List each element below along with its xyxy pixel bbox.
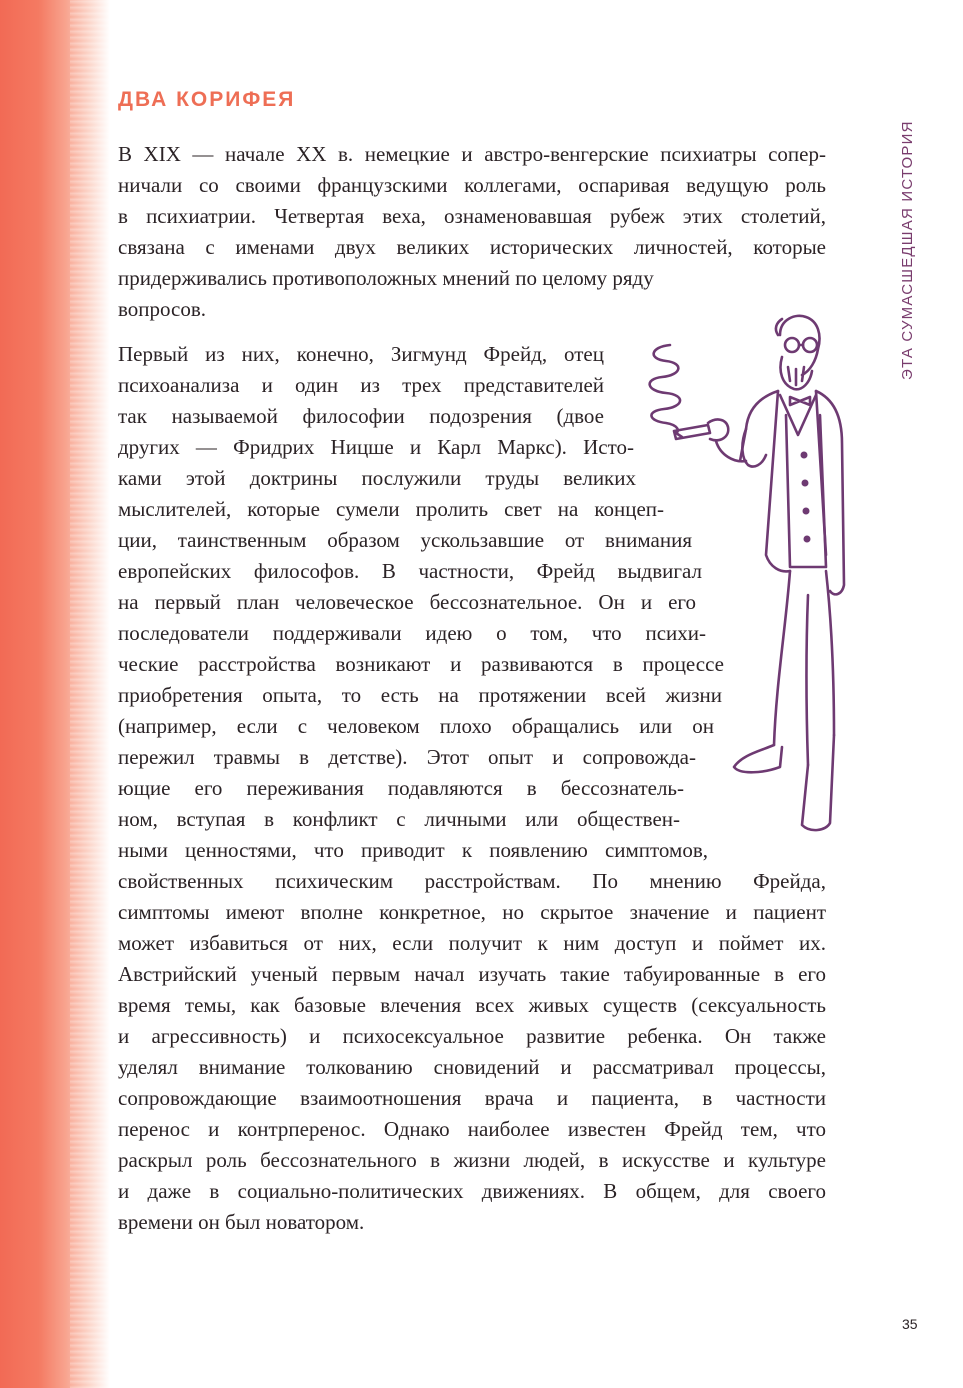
text-line: ции, таинственным образом ускользавшие от внимания [118, 528, 692, 552]
text-line: и даже в социально-политических движениях. В общем, для своего [118, 1179, 826, 1203]
text-line: В XIX — начале XX в. немецкие и австро-венгерские психиатры сопер- [118, 142, 826, 166]
text-line: ческие расстройства возникают и развиваются в процессе [118, 652, 724, 676]
text-line: связана с именами двух великих исторических личностей, которые [118, 235, 826, 259]
text-line: ками этой доктрины послужили труды великих [118, 466, 636, 490]
text-line: пережил травмы в детстве). Этот опыт и сопровожда- [118, 745, 696, 769]
bow-tie-icon [790, 397, 810, 405]
text-line: сопровождающие взаимоотношения врача и пациента, в частности [118, 1086, 826, 1110]
text-line: придерживались противоположных мнений по целому ряду [118, 266, 654, 290]
text-line: мыслителей, которые сумели пролить свет на концеп- [118, 497, 664, 521]
text-line: (например, если с человеком плохо обращались или он [118, 714, 714, 738]
cigar-icon [674, 425, 710, 439]
section-heading: ДВА КОРИФЕЯ [118, 88, 296, 111]
text-line: вопросов. [118, 297, 207, 321]
shoe-left-icon [734, 745, 782, 772]
text-line: европейских философов. В частности, Фрейд выдвигал [118, 559, 702, 583]
text-line: и агрессивность) и психосексуальное развитие ребенка. Он также [118, 1024, 826, 1048]
text-line: перенос и контрперенос. Однако наиболее известен Фрейд тем, что [118, 1117, 826, 1141]
text-line: свойственных психическим расстройствам. По мнению Фрейда, [118, 869, 826, 893]
page-number: 35 [902, 1316, 918, 1332]
text-line: психоанализа и один из трех представителей [118, 373, 604, 397]
text-line: может избавиться от них, если получит к ним доступ и поймет их. [118, 931, 826, 955]
text-line: время темы, как базовые влечения всех живых существ (сексуальность [118, 993, 826, 1017]
text-line: ющие его переживания подавляются в бессознатель- [118, 776, 684, 800]
text-line: приобретения опыта, то есть на протяжении всей жизни [118, 683, 722, 707]
text-line: на первый план человеческое бессознательное. Он и его [118, 590, 696, 614]
text-line: Первый из них, конечно, Зигмунд Фрейд, отец [118, 342, 604, 366]
text-line: так называемой философии подозрения (двое [118, 404, 604, 428]
text-line: времени он был новатором. [118, 1210, 365, 1234]
text-line: уделял внимание толкованию сновидений и рассматривал процессы, [118, 1055, 826, 1079]
text-line: раскрыл роль бессознательного в жизни людей, в искусстве и культуре [118, 1148, 826, 1172]
text-line: симптомы имеют вполне конкретное, но скрытое значение и пациент [118, 900, 826, 924]
text-line: в психиатрии. Четвертая веха, ознаменовавшая рубеж этих столетий, [118, 204, 826, 228]
smoke-curl-icon [650, 345, 680, 433]
text-line: других — Фридрих Ницше и Карл Маркс). Исто- [118, 435, 634, 459]
text-line: ными ценностями, что приводит к появлению симптомов, [118, 838, 708, 862]
text-line: последователи поддерживали идею о том, что психи- [118, 621, 706, 645]
text-line: Австрийский ученый первым начал изучать такие табуированные в его [118, 962, 826, 986]
text-line: ном, вступая в конфликт с личными или обществен- [118, 807, 680, 831]
freud-with-cigar-illustration [630, 305, 850, 845]
decorative-edge-texture [70, 0, 110, 1388]
text-line: ничали со своими французскими коллегами, оспаривая ведущую роль [118, 173, 826, 197]
paragraph-1 [118, 139, 826, 325]
running-head-vertical: ЭТА СУМАСШЕДШАЯ ИСТОРИЯ [899, 120, 916, 380]
